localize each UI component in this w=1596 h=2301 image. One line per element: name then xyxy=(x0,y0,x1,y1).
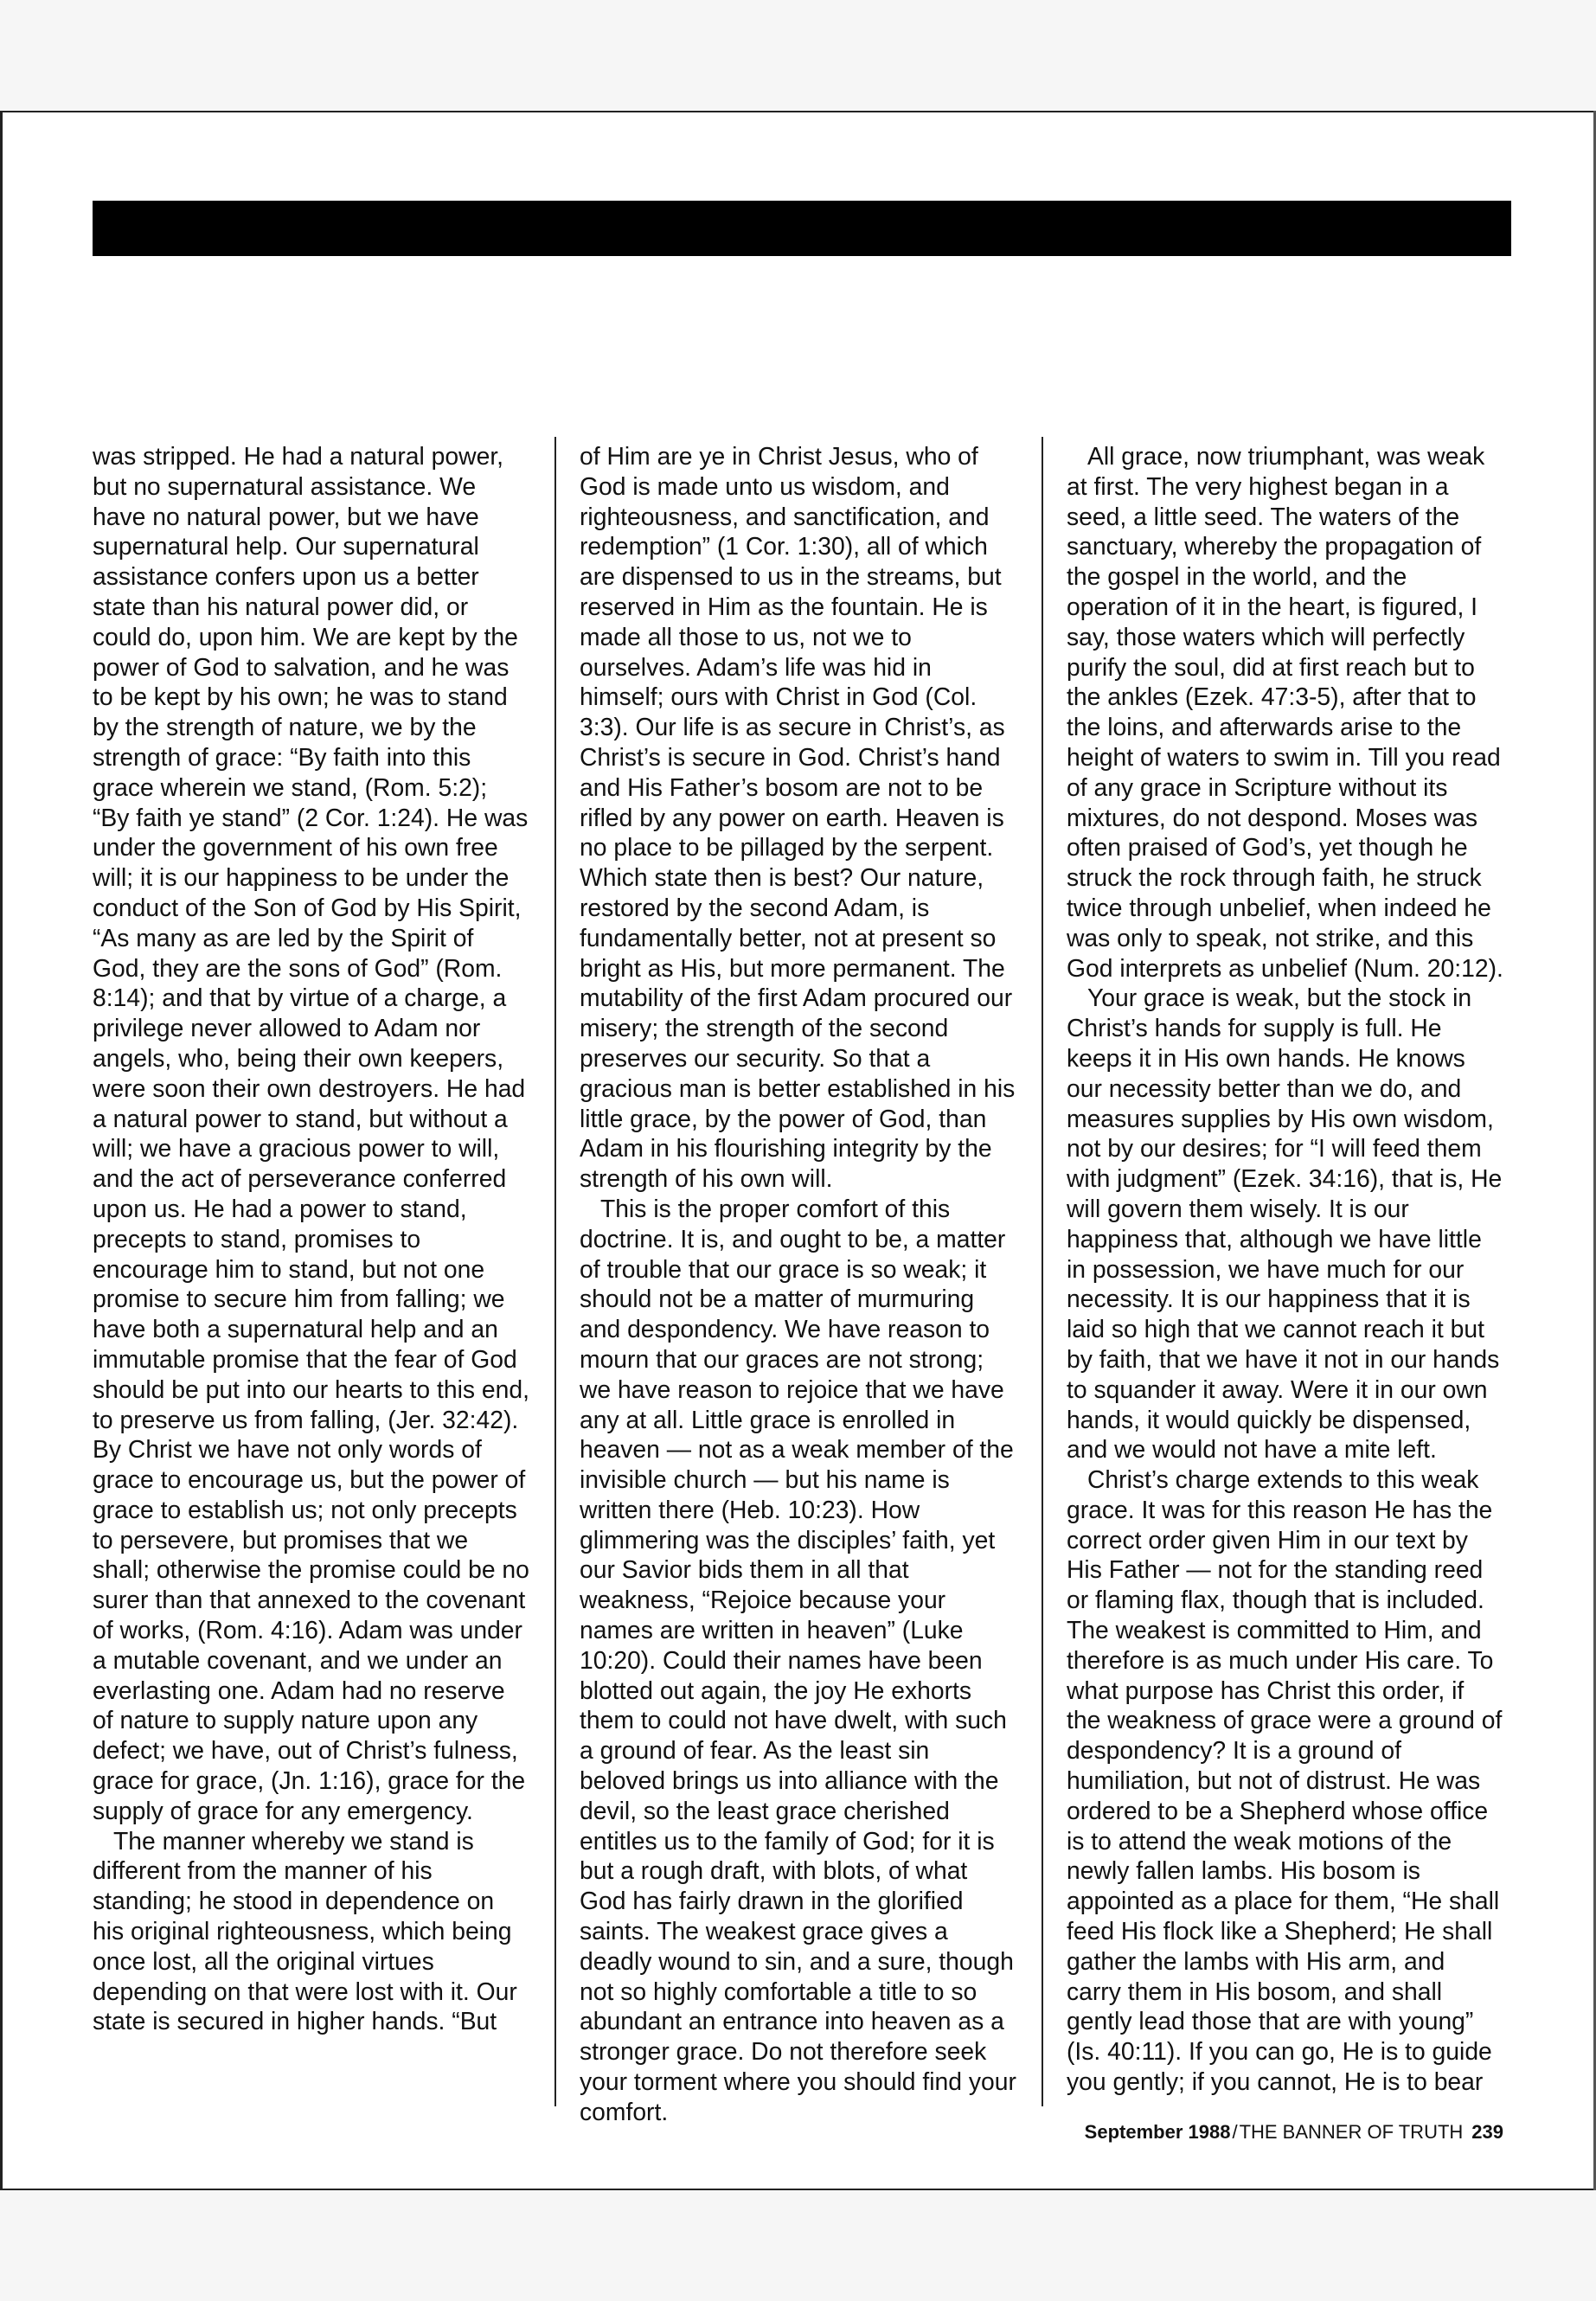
paragraph: Christ’s charge extends to this weak grace. It was for this reason He has the correct order given Him in our text by His Father — not for the standing reed or flaming flax, though that is included. The weakest is committed to Him, and therefore is as much under His care. To what purpose has Christ this order, if the weakness of grace were a ground of despondency? It is a ground of humiliation, but not of distrust. He was ordered to be a Shepherd whose office is to attend the weak motions of the newly fallen lambs. His bosom is appointed as a place for them, “He shall feed His flock like a Shepherd; He shall gather the lambs with His arm, and carry them in His bosom, and shall gently lead those that are with young” (Is. 40:11). If you can go, He is to guide you gently; if you cannot, He is to bear xyxy=(1067,1465,1503,2096)
header-black-bar xyxy=(93,201,1511,256)
page-number: 239 xyxy=(1471,2121,1503,2143)
paragraph: The manner whereby we stand is different from the manner of his standing; he stood in dependence on his original righteousness, which being once lost, all the original virtues depending on that were lost with it. Our state is secured in higher hands. “But xyxy=(93,1826,517,2035)
text-column-3 xyxy=(1067,441,1503,2111)
column-divider xyxy=(1042,437,1043,2106)
paragraph: of Him are ye in Christ Jesus, who of God is made unto us wisdom, and righteousness, and sanctification, and redemption” (1 Cor. 1:30), all of which are dispensed to us in the streams, but reserved in Him as the fountain. He is made all those to us, not we to ourselves. Adam’s life was hid in himself; ours with Christ in God (Col. 3:3). Our life is as secure in Christ’s, as Christ’s is secure in God. Christ’s hand and His Father’s bosom are not to be rifled by any power on earth. Heaven is no place to be pillaged by the serpent. Which state then is best? Our nature, restored by the second Adam, is fundamentally better, not at present so bright as His, but more permanent. The mutability of the first Adam procured our misery; the strength of the second preserves our security. So that a gracious man is better established in his little grace, by the power of God, than Adam in his flourishing integrity by the strength of his own will. xyxy=(580,442,1016,1193)
footer-publication: THE BANNER OF TRUTH xyxy=(1239,2121,1464,2143)
paragraph: This is the proper comfort of this doctrine. It is, and ought to be, a matter of trouble that our grace is so weak; it should not be a matter of murmuring and despondency. We have reason to mourn that our graces are not strong; we have reason to rejoice that we have any at all. Little grace is enrolled in heaven — not as a weak member of the invisible church — but his name is written there (Heb. 10:23). How glimmering was the disciples’ faith, yet our Savior bids them in all that weakness, “Rejoice because your names are written in heaven” (Luke 10:20). Could their names have been blotted out again, the joy He exhorts them to could not have dwelt, with such a ground of fear. As the least sin beloved brings us into alliance with the devil, so the least grace cherished entitles us to the family of God; for it is but a rough draft, with blots, of what God has fairly drawn in the glorified saints. The weakest grace gives a deadly wound to sin, and a sure, though not so highly comfortable a title to so abundant an entrance into heaven as a stronger grace. Do not therefore seek your torment where you should find your comfort. xyxy=(580,1194,1016,2125)
paragraph: was stripped. He had a natural power, but no supernatural assistance. We have no natural power, but we have supernatural help. Our supernatural assistance confers upon us a better state than his natural power did, or could do, upon him. We are kept by the power of God to salvation, and he was to be kept by his own; he was to stand by the strength of nature, we by the strength of grace: “By faith into this grace wherein we stand, (Rom. 5:2); “By faith ye stand” (2 Cor. 1:24). He was under the government of his own free will; it is our happiness to be under the conduct of the Son of God by His Spirit, “As many as are led by the Spirit of God, they are the sons of God” (Rom. 8:14); and that by virtue of a charge, a privilege never allowed to Adam nor angels, who, being their own keepers, were soon their own destroyers. He had a natural power to stand, but without a will; we have a gracious power to will, and the act of perseverance conferred upon us. He had a power to stand, precepts to stand, promises to encourage him to stand, but not one promise to secure him from falling; we have both a supernatural help and an immutable promise that the fear of God should be put into our hearts to this end, to preserve us from falling, (Jer. 32:42). By Christ we have not only words of grace to encourage us, but the power of grace to establish us; not only precepts to persevere, but promises that we shall; otherwise the promise could be no surer than that annexed to the covenant of works, (Rom. 4:16). Adam was under a mutable covenant, and we under an everlasting one. Adam had no reserve of nature to supply nature upon any defect; we have, out of Christ’s fulness, grace for grace, (Jn. 1:16), grace for the supply of grace for any emergency. xyxy=(93,442,529,1824)
column-divider xyxy=(554,437,556,2106)
paragraph: Your grace is weak, but the stock in Christ’s hands for supply is full. He keeps it in His own hands. He knows our necessity better than we do, and measures supplies by His own wisdom, not by our desires; for “I will feed them with judgment” (Ezek. 34:16), that is, He will govern them wisely. It is our happiness that, although we have little in possession, we have much for our necessity. It is our happiness that it is laid so high that we cannot reach it but by faith, that we have it not in our hands to squander it away. Were it in our own hands, it would quickly be dispensed, and we would not have a mite left. xyxy=(1067,984,1503,1464)
paragraph: All grace, now triumphant, was weak at first. The very highest began in a seed, a little seed. The waters of the sanctuary, whereby the propagation of the gospel in the world, and the operation of it in the heart, is figured, I say, those waters which will perfectly purify the soul, did at first reach but to the ankles (Ezek. 47:3-5), after that to the loins, and afterwards arise to the height of waters to swim in. Till you read of any grace in Scripture without its mixtures, do not despond. Moses was often praised of God’s, yet though he struck the rock through faith, he struck twice through unbelief, when indeed he was only to speak, not strike, and this God interprets as unbelief (Num. 20:12). xyxy=(1067,442,1503,982)
text-column-2 xyxy=(580,441,1016,2125)
page-edge-left xyxy=(0,111,3,2190)
page-footer xyxy=(1067,2121,1503,2144)
text-column-1 xyxy=(93,441,529,2111)
footer-separator: / xyxy=(1232,2121,1238,2143)
footer-date: September 1988 xyxy=(1084,2121,1231,2143)
